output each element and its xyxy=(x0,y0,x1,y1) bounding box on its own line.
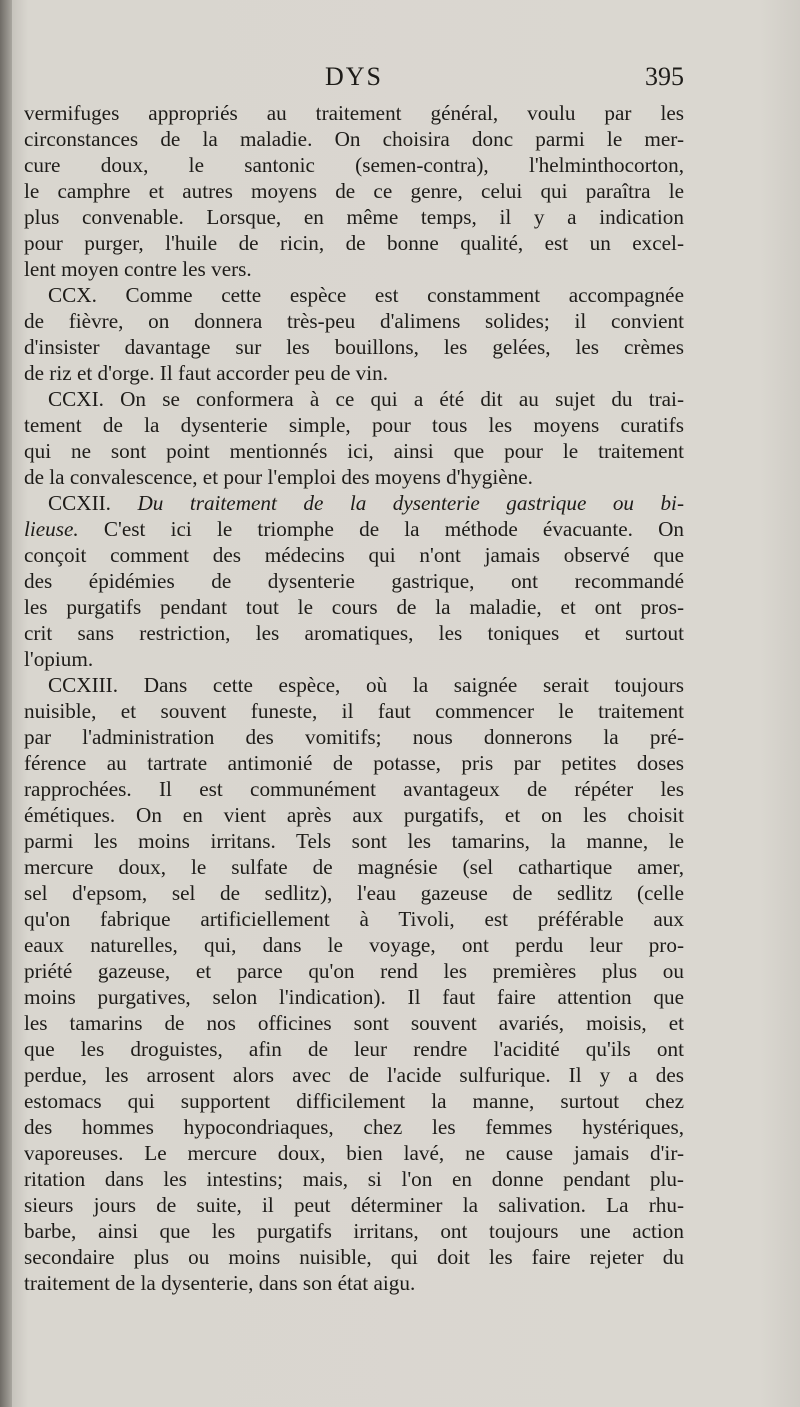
text-line: de fièvre, on donnera très-peu d'alimens solides; il convient xyxy=(24,309,684,333)
text-line: qui ne sont point mentionnés ici, ainsi que pour le traitement xyxy=(24,439,684,463)
text-line: qu'on fabrique artificiellement à Tivoli, est préférable aux xyxy=(24,907,684,931)
text-line: estomacs qui supportent difficilement la manne, surtout chez xyxy=(24,1089,684,1113)
text-line: crit sans restriction, les aromatiques, les toniques et surtout xyxy=(24,621,684,645)
paragraph-ccx-line: CCX. Comme cette espèce est constamment accompagnée xyxy=(48,283,684,307)
text-line: les tamarins de nos officines sont souvent avariés, moisis, et xyxy=(24,1011,684,1035)
page-binding-shadow xyxy=(0,0,12,1407)
text-line: ritation dans les intestins; mais, si l'on en donne pendant plu- xyxy=(24,1167,684,1191)
text-line: rapprochées. Il est communément avantageux de répéter les xyxy=(24,777,684,801)
text-span: C'est ici le triomphe de la méthode évacuante. On xyxy=(78,517,684,541)
text-line: barbe, ainsi que les purgatifs irritans, ont toujours une action xyxy=(24,1219,684,1243)
text-line: que les droguistes, afin de leur rendre l'acidité qu'ils ont xyxy=(24,1037,684,1061)
text-line: par l'administration des vomitifs; nous donnerons la pré- xyxy=(24,725,684,749)
body-text xyxy=(24,100,684,1296)
text-line: mercure doux, le sulfate de magnésie (sel cathartique amer, xyxy=(24,855,684,879)
text-line: les purgatifs pendant tout le cours de la maladie, et ont pros- xyxy=(24,595,684,619)
text-line: l'opium. xyxy=(24,647,94,671)
text-line: sel d'epsom, sel de sedlitz), l'eau gazeuse de sedlitz (celle xyxy=(24,881,684,905)
text-line: vermifuges appropriés au traitement général, voulu par les xyxy=(24,101,684,125)
text-line: le camphre et autres moyens de ce genre, celui qui paraîtra le xyxy=(24,179,684,203)
text-line: conçoit comment des médecins qui n'ont jamais observé que xyxy=(24,543,684,567)
section-numeral: CCXII. xyxy=(48,491,111,515)
text-line: émétiques. On en vient après aux purgatifs, et on les choisit xyxy=(24,803,684,827)
text-line: priété gazeuse, et parce qu'on rend les premières plus ou xyxy=(24,959,684,983)
text-line: circonstances de la maladie. On choisira donc parmi le mer- xyxy=(24,127,684,151)
text-line xyxy=(24,516,684,542)
text-line: secondaire plus ou moins nuisible, qui doit les faire rejeter du xyxy=(24,1245,684,1269)
paragraph-ccxiii-line: CCXIII. Dans cette espèce, où la saignée serait toujours xyxy=(48,673,684,697)
text-line: nuisible, et souvent funeste, il faut commencer le traitement xyxy=(24,699,684,723)
text-line: cure doux, le santonic (semen-contra), l'helminthocorton, xyxy=(24,153,684,177)
section-title-end: lieuse. xyxy=(24,517,79,541)
text-line: plus convenable. Lorsque, en même temps, il y a indication xyxy=(24,205,684,229)
text-line: tement de la dysenterie simple, pour tous les moyens curatifs xyxy=(24,413,684,437)
text-line: férence au tartrate antimonié de potasse, pris par petites doses xyxy=(24,751,684,775)
page-header xyxy=(24,62,684,98)
text-line: de la convalescence, et pour l'emploi des moyens d'hygiène. xyxy=(24,465,533,489)
text-line: des hommes hypocondriaques, chez les femmes hystériques, xyxy=(24,1115,684,1139)
running-title: DYS xyxy=(324,62,383,91)
text-line: eaux naturelles, qui, dans le voyage, ont perdu leur pro- xyxy=(24,933,684,957)
text-line: lent moyen contre les vers. xyxy=(24,257,252,281)
page-number: 395 xyxy=(645,62,684,91)
text-line: pour purger, l'huile de ricin, de bonne qualité, est un excel- xyxy=(24,231,684,255)
text-line: vaporeuses. Le mercure doux, bien lavé, ne cause jamais d'ir- xyxy=(24,1141,684,1165)
text-line: parmi les moins irritans. Tels sont les tamarins, la manne, le xyxy=(24,829,684,853)
section-title: Du traitement de la dysenterie gastrique ou bi- xyxy=(137,491,684,515)
paragraph-ccxi-line: CCXI. On se conformera à ce qui a été dit au sujet du trai- xyxy=(48,387,684,411)
text-line: perdue, les arrosent alors avec de l'acide sulfurique. Il y a des xyxy=(24,1063,684,1087)
text-line: de riz et d'orge. Il faut accorder peu de vin. xyxy=(24,361,389,385)
text-line: d'insister davantage sur les bouillons, les gelées, les crèmes xyxy=(24,335,684,359)
text-line: des épidémies de dysenterie gastrique, ont recommandé xyxy=(24,569,684,593)
paragraph-ccxii-line xyxy=(24,490,684,516)
text-line: traitement de la dysenterie, dans son état aigu. xyxy=(24,1271,416,1295)
text-line: moins purgatives, selon l'indication). Il faut faire attention que xyxy=(24,985,684,1009)
text-line: sieurs jours de suite, il peut déterminer la salivation. La rhu- xyxy=(24,1193,684,1217)
